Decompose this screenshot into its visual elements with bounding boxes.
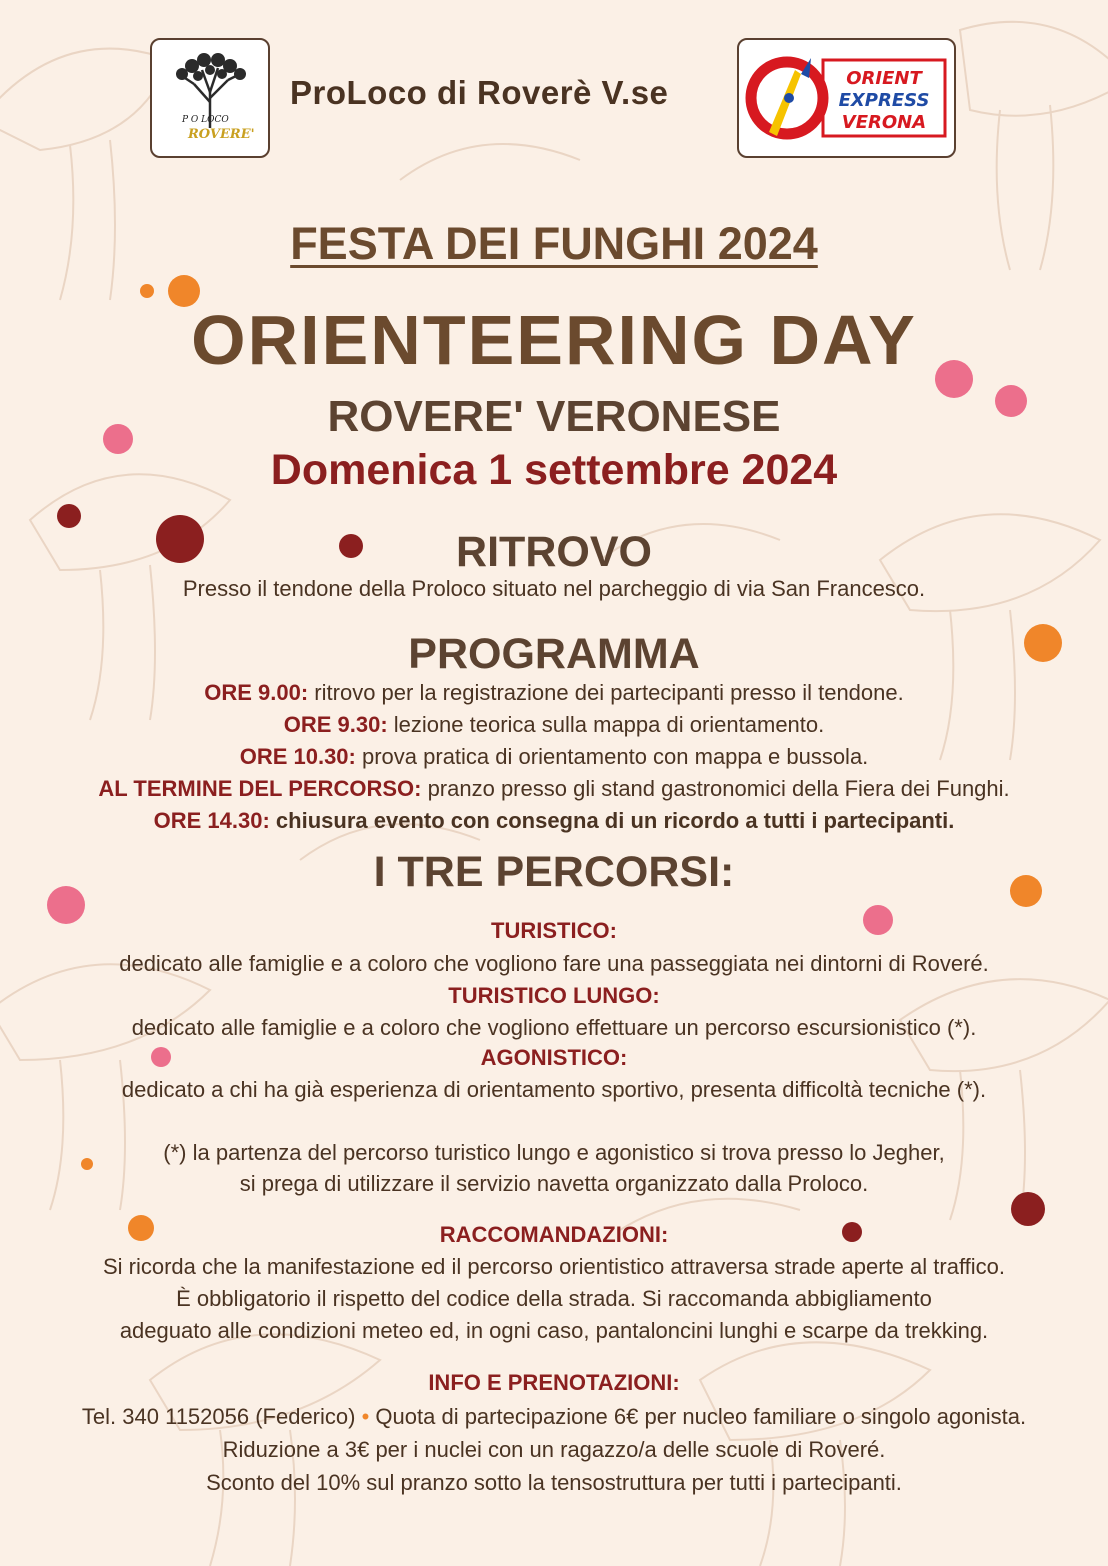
program-item: ORE 9.30: lezione teorica sulla mappa di orientamento. <box>283 712 825 737</box>
percorsi-note: si prega di utilizzare il servizio navetta organizzato dalla Proloco. <box>239 1171 869 1196</box>
raccomandazioni-heading: RACCOMANDAZIONI: <box>439 1222 669 1247</box>
festa-title: FESTA DEI FUNGHI 2024 <box>290 218 818 269</box>
organization-name: ProLoco di Roverè V.se <box>290 74 669 111</box>
raccomandazioni-text: adeguato alle condizioni meteo ed, in ogni caso, pantaloncini lunghi e scarpe da trekking. <box>119 1318 989 1343</box>
info-text: Riduzione a 3€ per i nuclei con un ragazzo/a delle scuole di Roveré. <box>222 1437 886 1462</box>
percorso-name: TURISTICO LUNGO: <box>448 983 660 1008</box>
info-heading: INFO E PRENOTAZIONI: <box>428 1370 680 1395</box>
program-item: AL TERMINE DEL PERCORSO: pranzo presso gli stand gastronomici della Fiera dei Funghi. <box>98 776 1010 801</box>
event-title: ORIENTEERING DAY <box>191 301 917 379</box>
raccomandazioni-text: È obbligatorio il rispetto del codice della strada. Si raccomanda abbigliamento <box>176 1286 932 1311</box>
percorsi-heading: I TRE PERCORSI: <box>373 848 735 896</box>
tree-icon <box>152 40 268 156</box>
phone-number: Tel. 340 1152056 (Federico) <box>81 1404 356 1429</box>
percorsi-note: (*) la partenza del percorso turistico lungo e agonistico si trova presso lo Jegher, <box>163 1140 945 1165</box>
decorative-dot <box>57 504 81 528</box>
decorative-dot <box>140 284 154 298</box>
proloco-logo <box>150 38 270 158</box>
program-item: ORE 10.30: prova pratica di orientamento con mappa e bussola. <box>239 744 869 769</box>
percorso-name: AGONISTICO: <box>480 1045 628 1070</box>
quota-text: Quota di partecipazione 6€ per nucleo familiare o singolo agonista. <box>375 1404 1027 1429</box>
raccomandazioni-text: Si ricorda che la manifestazione ed il percorso orientistico attraversa strade aperte al traffico. <box>102 1254 1006 1279</box>
event-date: Domenica 1 settembre 2024 <box>270 446 838 494</box>
ritrovo-heading: RITROVO <box>456 528 652 576</box>
orient-express-logo <box>737 38 956 158</box>
ritrovo-text: Presso il tendone della Proloco situato nel parcheggio di via San Francesco. <box>182 576 926 601</box>
svg-text:P O LOCO: P O LOCO <box>182 115 229 125</box>
percorso-description: dedicato a chi ha già esperienza di orientamento sportivo, presenta difficoltà tecniche (*). <box>121 1077 987 1102</box>
info-contact-line <box>0 1404 1108 1430</box>
program-item: ORE 9.00: ritrovo per la registrazione dei partecipanti presso il tendone. <box>204 680 904 705</box>
svg-text:ROVERE': ROVERE' <box>188 127 255 142</box>
decorative-dot <box>1011 1192 1045 1226</box>
svg-text:EXPRESS: EXPRESS <box>838 90 930 111</box>
event-location: ROVERE' VERONESE <box>327 392 781 441</box>
percorso-name: TURISTICO: <box>491 918 617 943</box>
programma-heading: PROGRAMMA <box>408 630 700 678</box>
info-text: Sconto del 10% sul pranzo sotto la tensostruttura per tutti i partecipanti. <box>206 1470 902 1495</box>
program-item: ORE 14.30: chiusura evento con consegna di un ricordo a tutti i partecipanti. <box>153 808 955 833</box>
svg-text:ORIENT: ORIENT <box>846 68 922 89</box>
svg-text:VERONA: VERONA <box>841 112 927 133</box>
percorso-description: dedicato alle famiglie e a coloro che vogliono fare una passeggiata nei dintorni di Roveré. <box>119 951 989 976</box>
compass-icon <box>739 40 954 156</box>
percorso-description: dedicato alle famiglie e a coloro che vogliono effettuare un percorso escursionistico (*). <box>131 1015 977 1040</box>
bullet-separator: • <box>361 1404 370 1429</box>
